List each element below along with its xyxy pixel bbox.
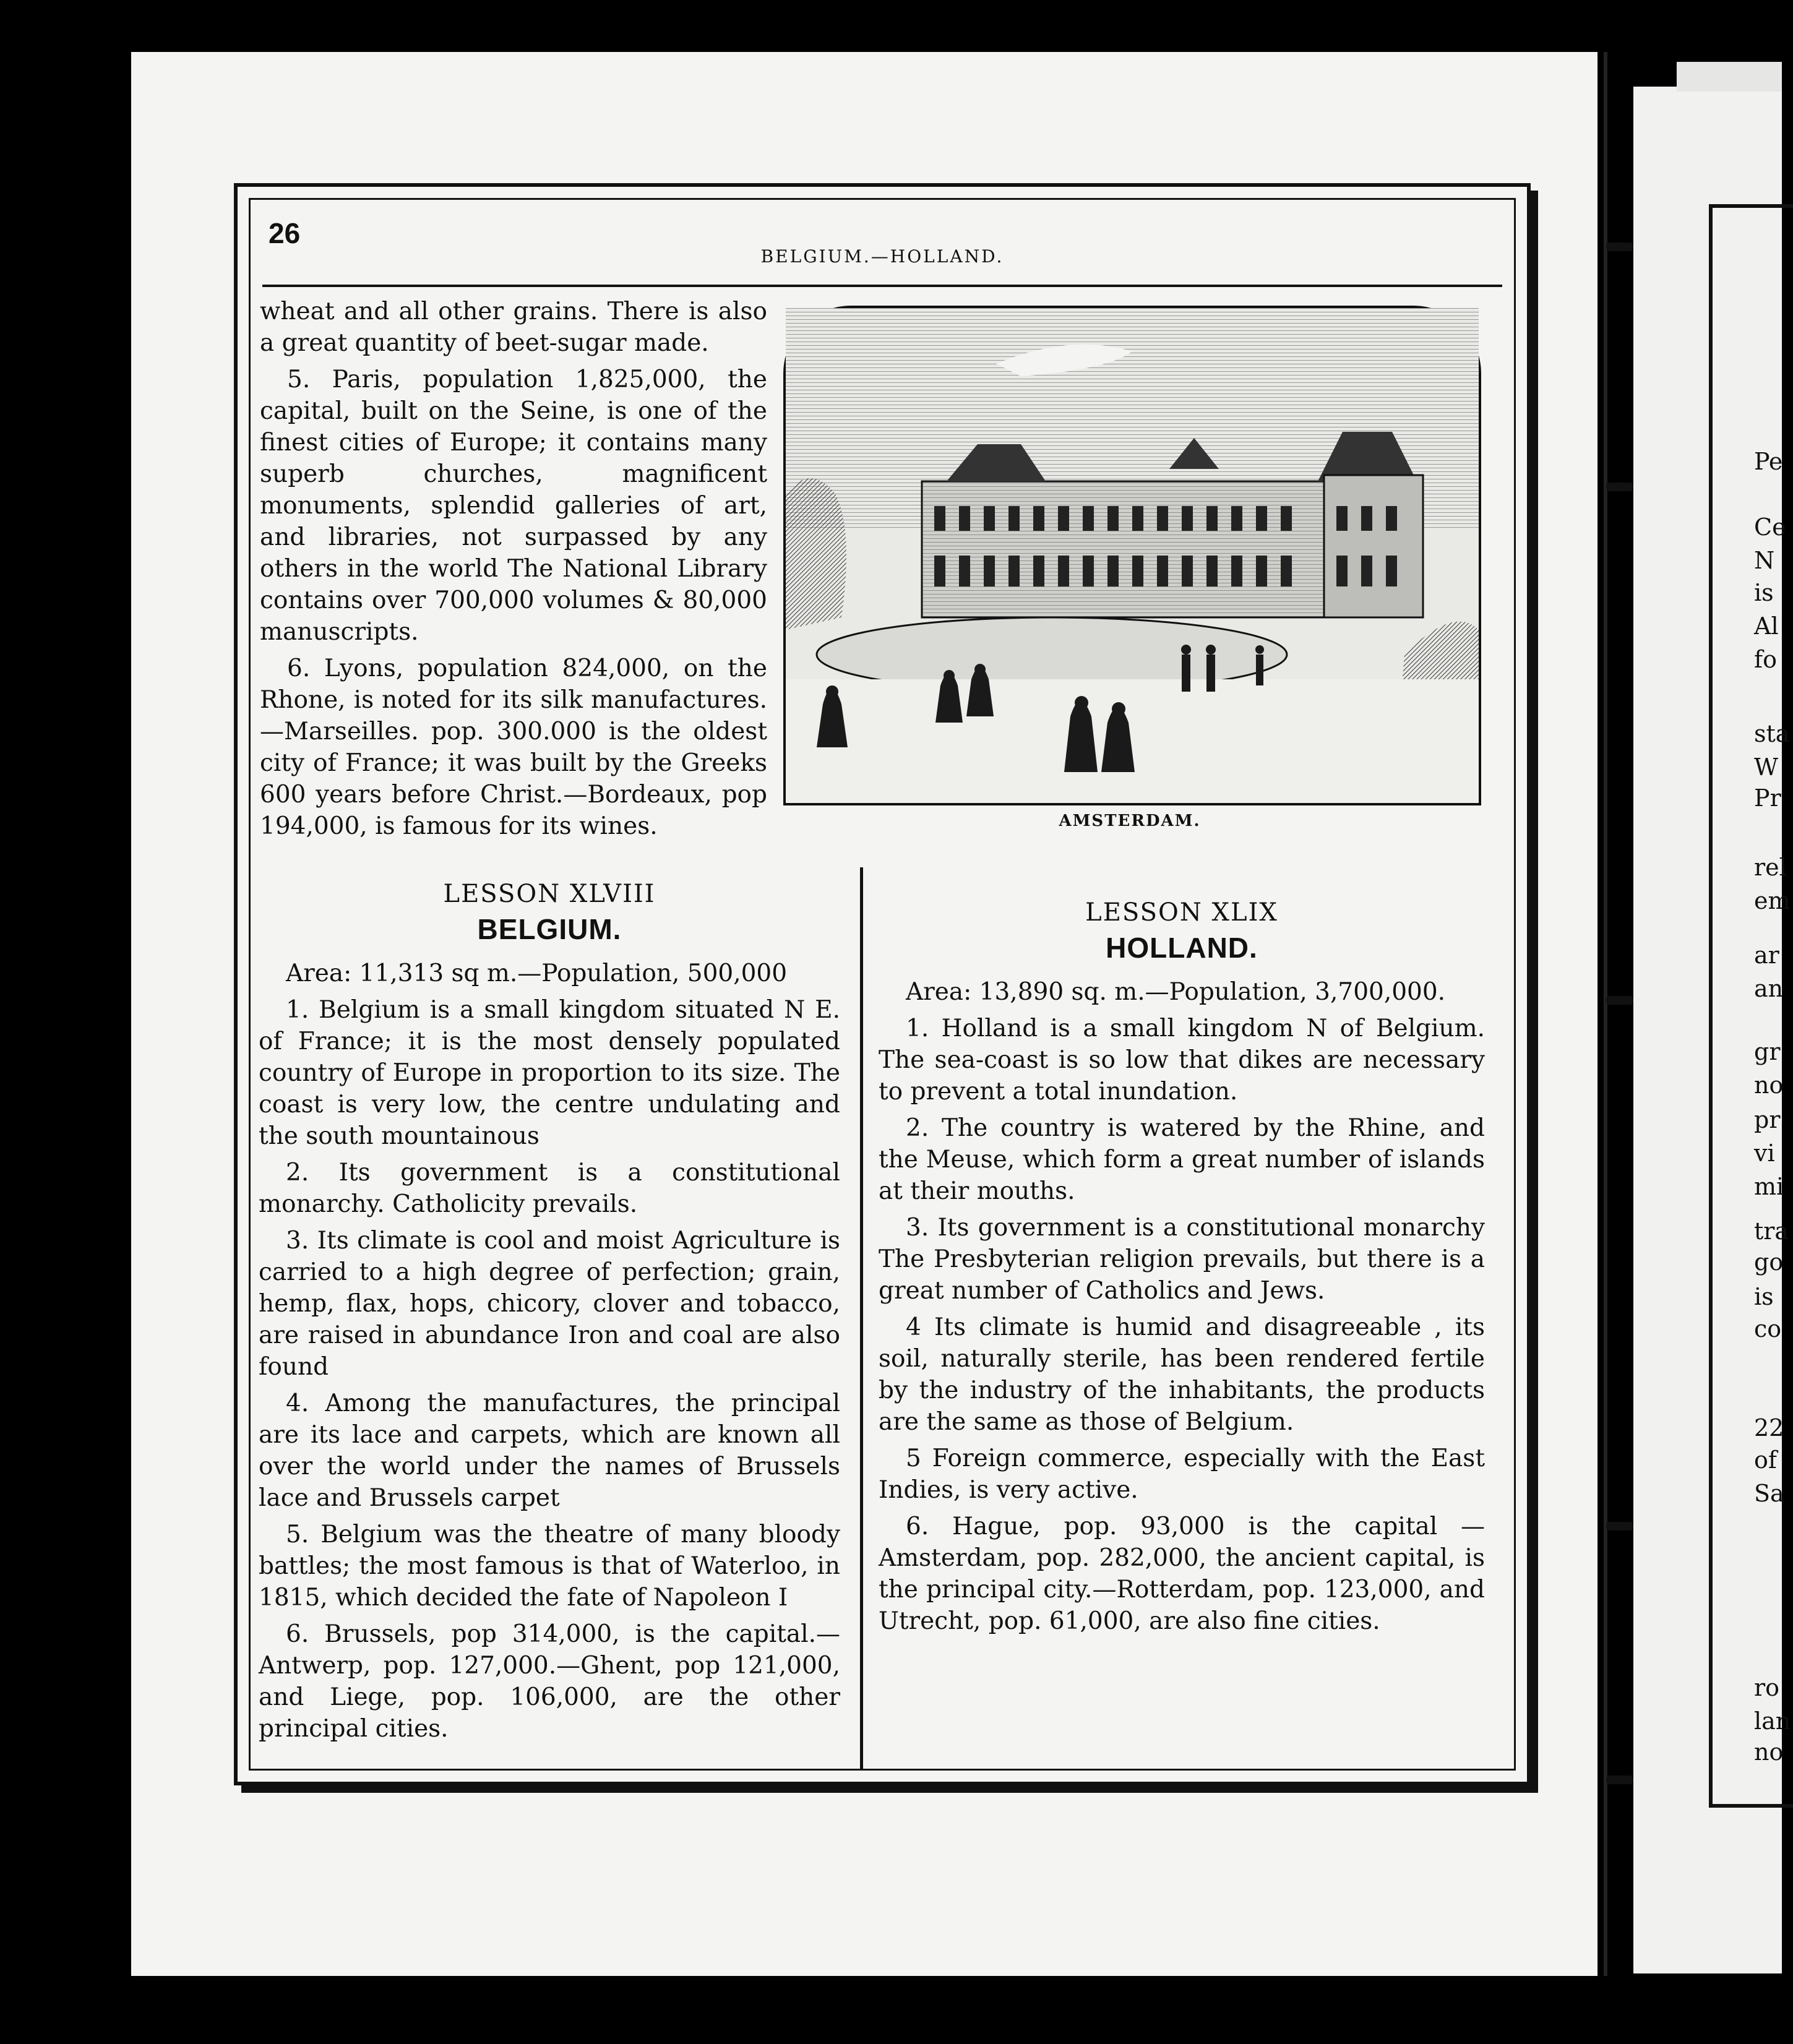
paragraph: 2. The country is watered by the Rhine, and the Meuse, which form a great number of islands at their mouths. [879, 1114, 1485, 1205]
page-number: 26 [269, 217, 301, 249]
facing-page-fragment: fo [1754, 646, 1777, 673]
paragraph: 1. Holland is a small kingdom N of Belgium. The sea-coast is so low that dikes are necessary to prevent a total inundation. [879, 1015, 1485, 1106]
facing-page-fragment: no [1754, 1071, 1784, 1099]
lesson-label: LESSON XLIX [1085, 898, 1278, 927]
paragraph: 4 Its climate is humid and disagreeable , its soil, naturally sterile, has been rendered fertile by the industry of the inhabitants, the products are the same as those of Belgium. [879, 1313, 1485, 1436]
facing-page-fragment: 22 [1754, 1414, 1784, 1441]
book-spine [1604, 52, 1607, 1976]
holland-lesson-column [879, 886, 1485, 1642]
amsterdam-engraving [783, 306, 1481, 805]
binding-ring [1606, 1776, 1633, 1784]
facing-page-fragment: Al [1754, 612, 1779, 640]
paragraph: 3. Its government is a constitutional monarchy The Presbyterian religion prevails, but there is a great number of Catholics and Jews. [879, 1214, 1485, 1305]
binding-ring [1606, 243, 1633, 251]
paragraph: 2. Its government is a constitutional monarchy. Catholicity prevails. [259, 1159, 840, 1218]
facing-page-fragment: N [1754, 547, 1775, 574]
paragraph: 1. Belgium is a small kingdom situated N E. of France; it is the most densely populated country of Europe in proportion to its size. The coast is very low, the centre undulating and the south mountainous [259, 996, 840, 1150]
facing-page-fragment: Pe [1754, 448, 1783, 475]
paragraph: 4. Among the manufactures, the principal are its lace and carpets, which are known all over the world under the names of Brussels lace and Brussels carpet [259, 1389, 840, 1512]
facing-page-fragment: gr [1754, 1038, 1781, 1065]
area-line: Area: 11,313 sq m.—Population, 500,000 [286, 960, 788, 987]
paragraph: 5. Paris, population 1,825,000, the capital, built on the Seine, is one of the finest cities of Europe; it contains many superb churches, magnificent monuments, splendid galleries of art, and libraries, not surpassed by any others in the world The National Library contains over 700,000 volumes & 80,000 manuscripts. [260, 366, 767, 646]
belgium-lesson-column [259, 867, 840, 1750]
column-divider [860, 867, 863, 1771]
area-line: Area: 13,890 sq. m.—Population, 3,700,000. [906, 978, 1446, 1006]
facing-page-fragment: rel [1754, 854, 1787, 881]
running-head: BELGIUM.—HOLLAND. [760, 246, 1004, 267]
facing-page-fragment: em [1754, 887, 1791, 914]
lesson-title: BELGIUM. [477, 913, 622, 945]
binding-ring [1606, 483, 1633, 491]
facing-page-fragment: an [1754, 975, 1784, 1002]
engraving-caption: AMSTERDAM. [1059, 812, 1201, 830]
paragraph: 6. Hague, pop. 93,000 is the capital —Amsterdam, pop. 282,000, the ancient capital, is the principal city.—Rotterdam, pop. 123,000, and Utrecht, pop. 61,000, are also fine cities. [879, 1513, 1485, 1635]
facing-page-fragment: mi [1754, 1173, 1784, 1200]
header-rule [262, 285, 1502, 287]
lesson-title: HOLLAND. [1106, 932, 1258, 964]
facing-page-fragment: tra [1754, 1217, 1789, 1245]
facing-page-fragment: go [1754, 1248, 1784, 1276]
facing-page-fragment: is [1754, 579, 1774, 606]
facing-page-fragment: vi [1754, 1140, 1775, 1167]
left-intro-column [260, 296, 767, 847]
paragraph: 3. Its climate is cool and moist Agriculture is carried to a high degree of perfection; grain, hemp, flax, hops, chicory, clover and tobacco, are raised in abundance Iron and coal are also found [259, 1227, 840, 1381]
binding-ring [1606, 1522, 1633, 1531]
facing-page-fragment: ro [1754, 1674, 1780, 1701]
facing-page-fragment: pr [1754, 1106, 1781, 1133]
facing-page-fragment: lan [1754, 1707, 1791, 1735]
facing-page-fragment: Sa [1754, 1480, 1784, 1507]
facing-page-fragment: is [1754, 1283, 1774, 1310]
paragraph: 6. Lyons, population 824,000, on the Rhone, is noted for its silk manufactures.—Marseilles. pop. 300.000 is the oldest city of France; it was built by the Greeks 600 years before Christ.—Bordeaux, pop 194,000, is famous for its wines. [260, 655, 767, 840]
facing-page-fragment: of [1754, 1446, 1777, 1474]
page-tab [1677, 62, 1782, 92]
facing-page-fragment: no [1754, 1738, 1784, 1766]
paragraph: 5. Belgium was the theatre of many bloody battles; the most famous is that of Waterloo, in 1815, which decided the fate of Napoleon I [259, 1521, 840, 1612]
paragraph: 5 Foreign commerce, especially with the East Indies, is very active. [879, 1445, 1485, 1504]
facing-page-fragment: sta [1754, 720, 1790, 747]
lesson-label: LESSON XLVIII [443, 880, 656, 908]
binding-ring [1606, 996, 1633, 1005]
facing-page-fragment: Pr [1754, 784, 1781, 812]
engraving-picture [786, 308, 1479, 803]
facing-page-fragment: W [1754, 754, 1779, 781]
paragraph: wheat and all other grains. There is also a great quantity of beet-sugar made. [260, 298, 767, 357]
facing-page-fragment: ar [1754, 942, 1779, 969]
facing-page-fragment: co [1754, 1315, 1782, 1342]
facing-page-fragment: Ce [1754, 513, 1786, 541]
paragraph: 6. Brussels, pop 314,000, is the capital.—Antwerp, pop. 127,000.—Ghent, pop 121,000, and Liege, pop. 106,000, are the other principal cities. [259, 1620, 840, 1743]
facing-page-frame [1709, 204, 1793, 1808]
page-frame [234, 183, 1531, 1785]
